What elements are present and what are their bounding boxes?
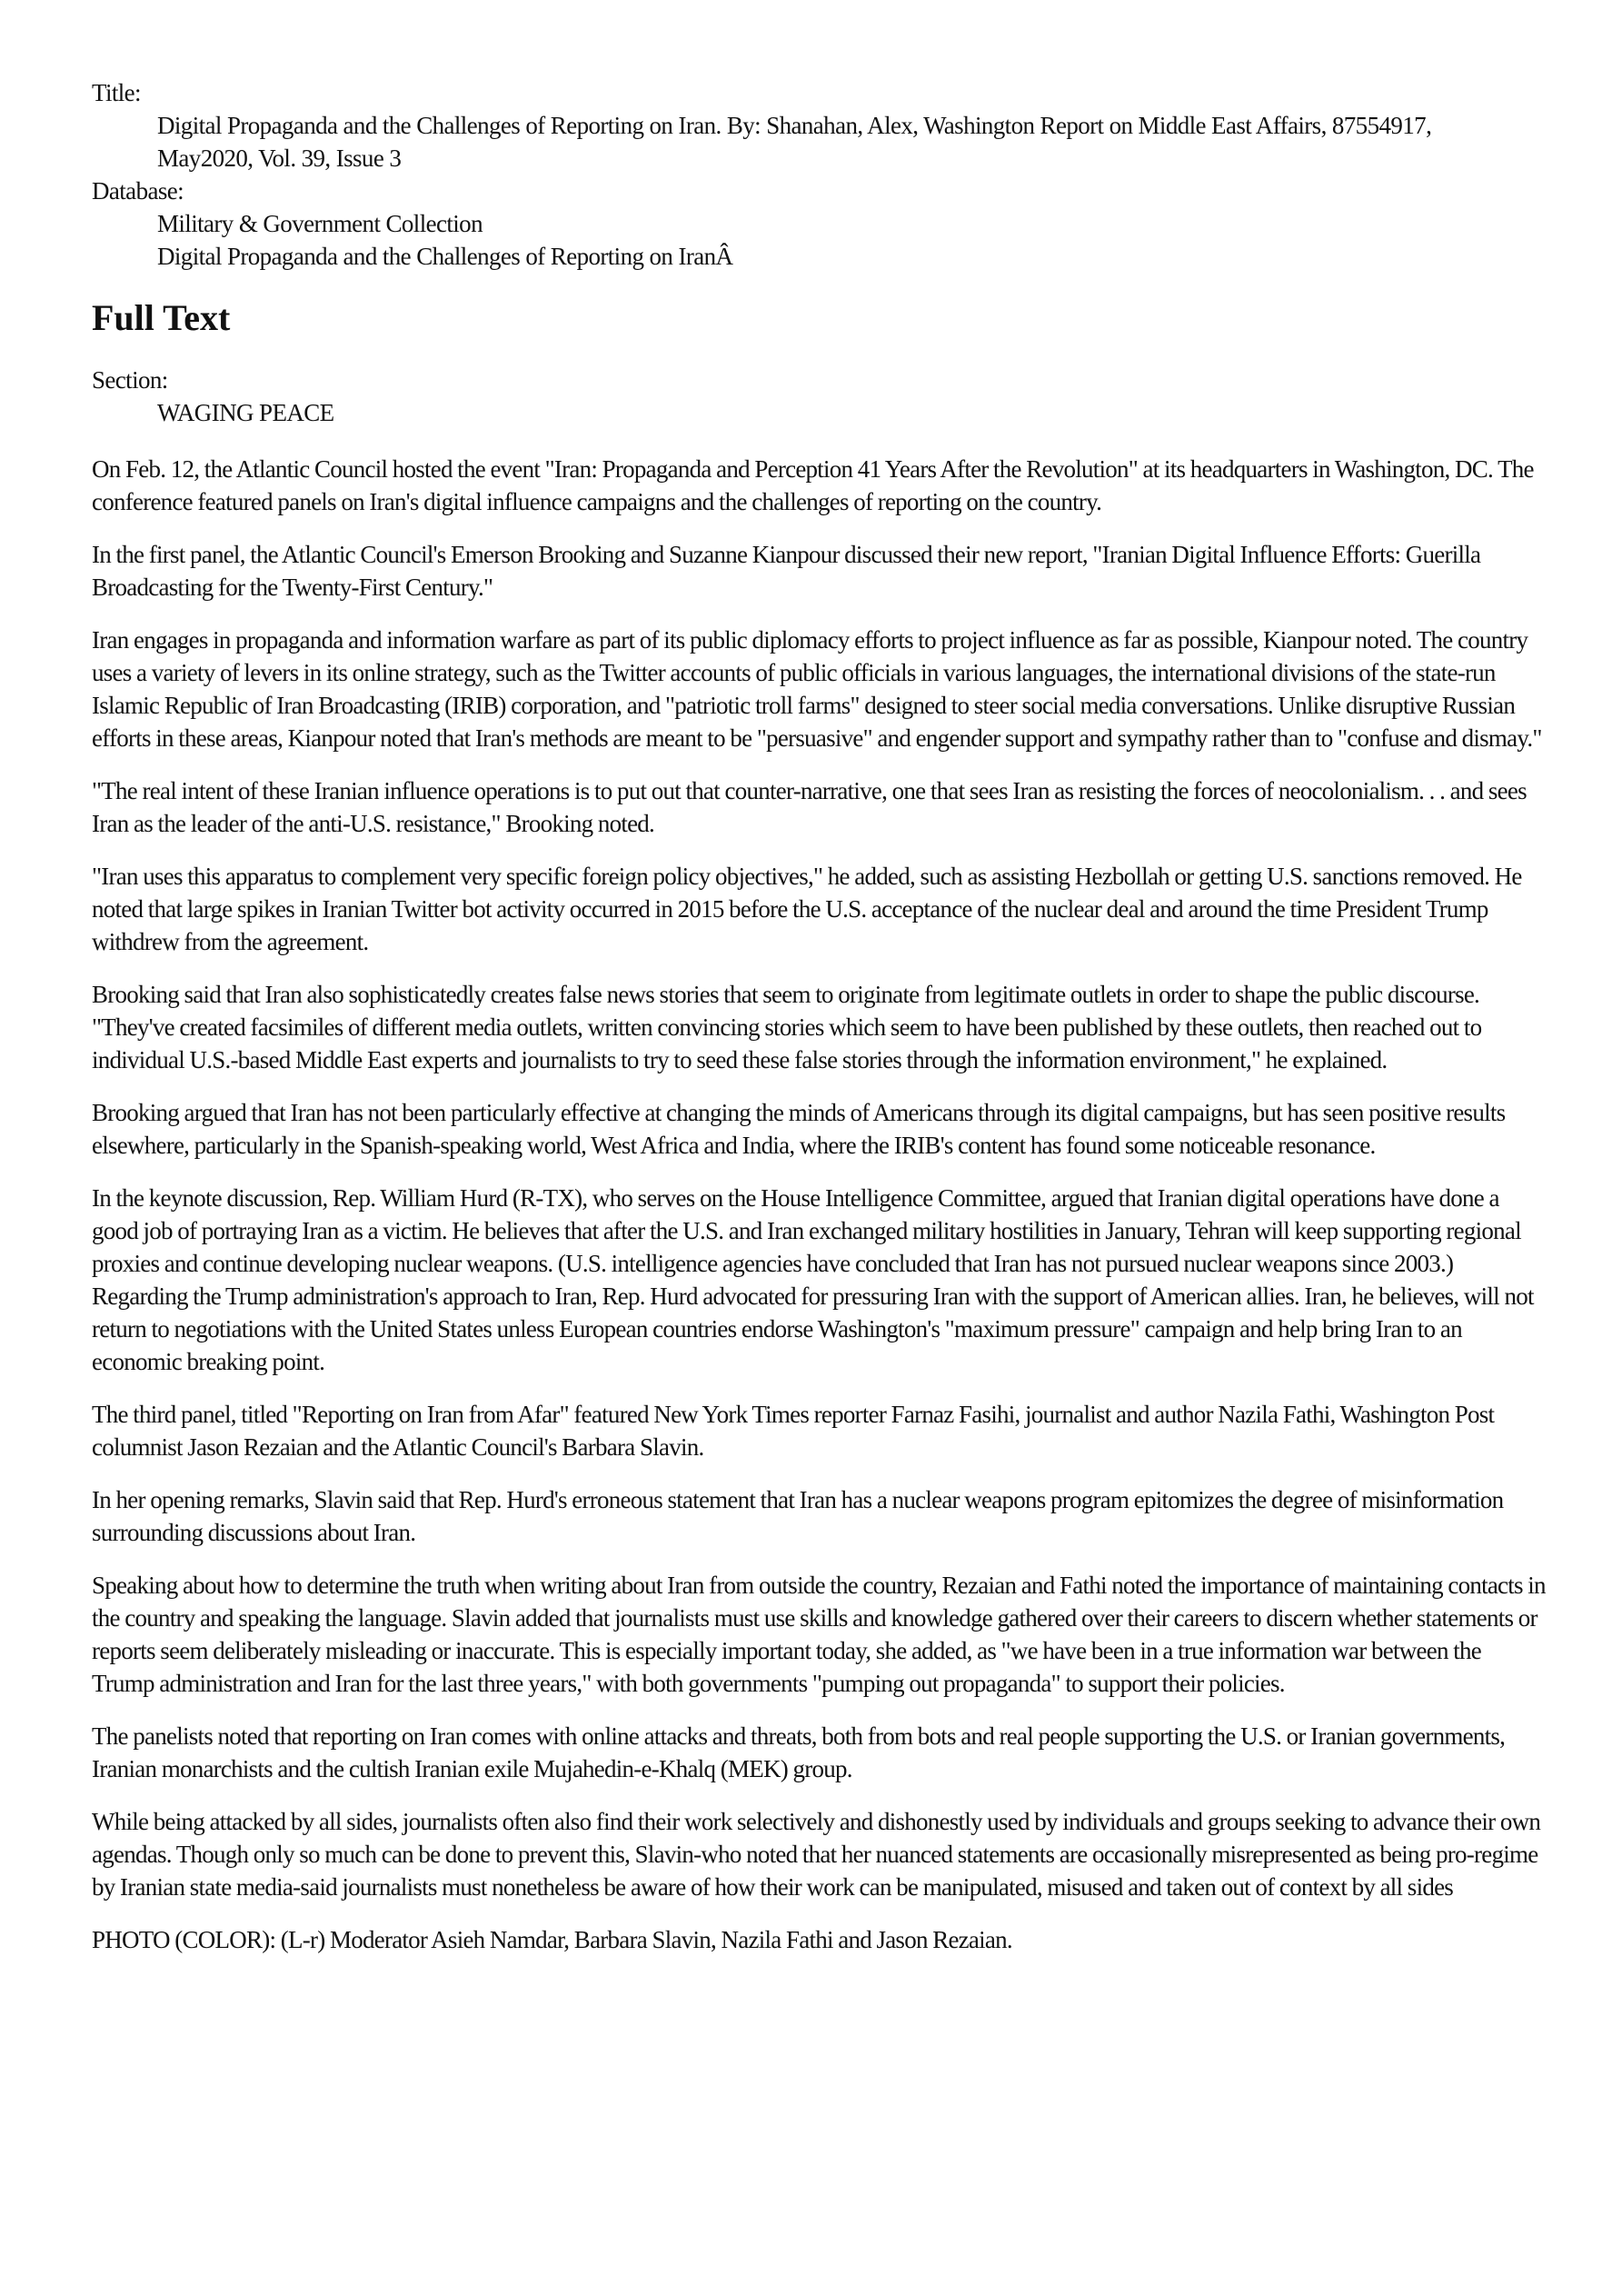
article-body [92, 453, 1546, 1956]
paragraph: Iran engages in propaganda and information warfare as part of its public diplomacy efforts to project influence as far as possible, Kianpour noted. The country uses a variety of levers in its online strategy, such as the Twitter accounts of public officials in various languages, the international divisions of the state-run Islamic Republic of Iran Broadcasting (IRIB) corporation, and "patriotic troll farms" designed to steer social media conversations. Unlike disruptive Russian efforts in these areas, Kianpour noted that Iran's methods are meant to be "persuasive" and engender support and sympathy rather than to "confuse and dismay." [92, 626, 1542, 752]
paragraph: The third panel, titled "Reporting on Iran from Afar" featured New York Times reporter Farnaz Fasihi, journalist and author Nazila Fathi, Washington Post columnist Jason Rezaian and the Atlantic Council's Barbara Slavin. [92, 1401, 1495, 1461]
database-value: Military & Government Collection [157, 210, 483, 237]
paragraph: In the first panel, the Atlantic Council's Emerson Brooking and Suzanne Kianpour discussed their new report, "Iranian Digital Influence Efforts: Guerilla Broadcasting for the Twenty-First Century." [92, 541, 1481, 601]
section-value: WAGING PEACE [157, 399, 334, 426]
full-text-heading: Full Text [92, 297, 231, 338]
paragraph: Brooking argued that Iran has not been particularly effective at changing the minds of Americans through its digital campaigns, but has seen positive results elsewhere, particularly in the Spanish-speaking world, West Africa and India, where the IRIB's content has found some noticeable resonance. [92, 1099, 1506, 1159]
title-value-line-2: May2020, Vol. 39, Issue 3 [157, 145, 402, 172]
paragraph: Speaking about how to determine the truth when writing about Iran from outside the country, Rezaian and Fathi noted the importance of maintaining contacts in the country and speaking the language. Slavin added that journalists must use skills and knowledge gathered over their careers to discern whether statements or reports seem deliberately misleading or inaccurate. This is especially important today, she added, as "we have been in a true information war between the Trump administration and Iran for the last three years," with both governments "pumping out propaganda" to support their policies. [92, 1572, 1546, 1697]
section-label: Section: [92, 366, 168, 394]
paragraph: In her opening remarks, Slavin said that Rep. Hurd's erroneous statement that Iran has a nuclear weapons program epitomizes the degree of misinformation surrounding discussions about Iran. [92, 1486, 1504, 1546]
title-value-line-1: Digital Propaganda and the Challenges of Reporting on Iran. By: Shanahan, Alex, Washington Report on Middle East Affairs, 87554917, [157, 112, 1432, 139]
document-page [92, 76, 1546, 1976]
paragraph: The panelists noted that reporting on Iran comes with online attacks and threats, both from bots and real people supporting the U.S. or Iranian governments, Iranian monarchists and the cultish Iranian exile Mujahedin-e-Khalq (MEK) group. [92, 1722, 1506, 1782]
section-info [92, 364, 1546, 429]
title-label: Title: [92, 79, 141, 106]
paragraph: In the keynote discussion, Rep. William Hurd (R-TX), who serves on the House Intelligence Committee, argued that Iranian digital operations have done a good job of portraying Iran as a victim. He believes that after the U.S. and Iran exchanged military hostilities in January, Tehran will keep supporting regional proxies and continue developing nuclear weapons. (U.S. intelligence agencies have concluded that Iran has not pursued nuclear weapons since 2003.) Regarding the Trump administration's approach to Iran, Rep. Hurd advocated for pressuring Iran with the support of American allies. Iran, he believes, will not return to negotiations with the United States unless European countries endorse Washington's "maximum pressure" campaign and help bring Iran to an economic breaking point. [92, 1184, 1534, 1375]
paragraph: "Iran uses this apparatus to complement very specific foreign policy objectives," he added, such as assisting Hezbollah or getting U.S. sanctions removed. He noted that large spikes in Iranian Twitter bot activity occurred in 2015 before the U.S. acceptance of the nuclear deal and around the time President Trump withdrew from the agreement. [92, 863, 1522, 955]
record-metadata [92, 76, 1546, 273]
database-label: Database: [92, 177, 184, 205]
paragraph: "The real intent of these Iranian influence operations is to put out that counter-narrative, one that sees Iran as resisting the forces of neocolonialism. . . and sees Iran as the leader of the anti-U.S. resistance," Brooking noted. [92, 777, 1527, 837]
document-title: Digital Propaganda and the Challenges of Reporting on IranÂ [157, 243, 733, 270]
paragraph: On Feb. 12, the Atlantic Council hosted the event "Iran: Propaganda and Perception 41 Years After the Revolution" at its headquarters in Washington, DC. The conference featured panels on Iran's digital influence campaigns and the challenges of reporting on the country. [92, 455, 1534, 515]
paragraph: Brooking said that Iran also sophisticatedly creates false news stories that seem to originate from legitimate outlets in order to shape the public discourse. "They've created facsimiles of different media outlets, written convincing stories which seem to have been published by these outlets, then reached out to individual U.S.-based Middle East experts and journalists to try to seed these false stories through the information environment," he explained. [92, 981, 1482, 1073]
photo-caption: PHOTO (COLOR): (L-r) Moderator Asieh Namdar, Barbara Slavin, Nazila Fathi and Jason Rezaian. [92, 1926, 1012, 1953]
paragraph: While being attacked by all sides, journalists often also find their work selectively and dishonestly used by individuals and groups seeking to advance their own agendas. Though only so much can be done to prevent this, Slavin-who noted that her nuanced statements are occasionally misrepresented as being pro-regime by Iranian state media-said journalists must nonetheless be aware of how their work can be manipulated, misused and taken out of context by all sides [92, 1808, 1541, 1901]
